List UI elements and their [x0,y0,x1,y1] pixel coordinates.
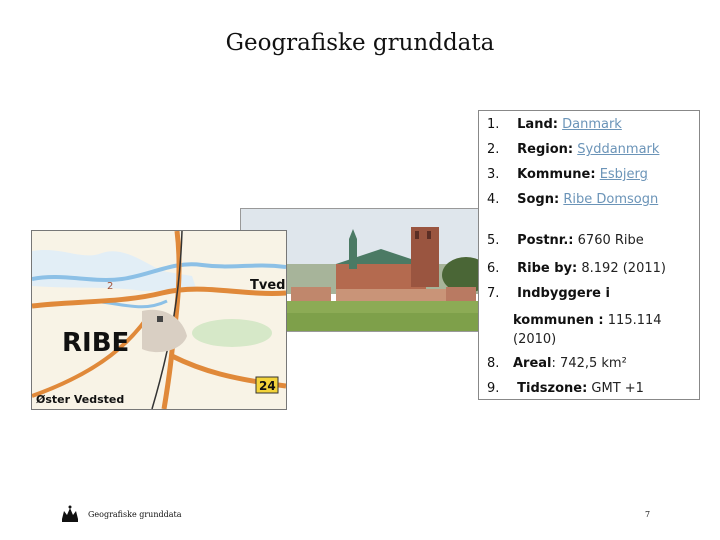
info-item-ribe-by: 6. Ribe by: 8.192 (2011) [487,261,666,276]
map-road-number: 24 [259,379,276,393]
info-item-kommune: 3. Kommune: Esbjerg [487,167,648,182]
kommune-link[interactable]: Esbjerg [599,167,648,182]
sogn-link[interactable]: Ribe Domsogn [563,192,659,207]
region-link[interactable]: Syddanmark [577,142,660,157]
land-link[interactable]: Danmark [562,117,622,132]
info-item-land: 1. Land: Danmark [487,117,622,132]
info-item-tidszone: 9. Tidszone: GMT +1 [487,381,644,396]
crown-icon [60,505,80,523]
info-box [478,110,700,400]
footer-text: Geografiske grunddata [88,510,182,519]
map-tved-label: Tved [250,278,286,293]
map-route-number: 2 [107,281,114,292]
page-number: 7 [645,510,651,519]
slide-title: Geografiske grunddata [225,30,495,56]
info-item-postnr: 5. Postnr.: 6760 Ribe [487,233,644,248]
info-item-region: 2. Region: Syddanmark [487,142,660,157]
map-village-label: Øster Vedsted [36,393,125,406]
info-item-indbyggere: 7. Indbyggere i [487,286,610,301]
map-town-label: RIBE [62,328,130,358]
info-item-indbyggere-cont: kommunen : 115.114 (2010) [513,313,662,347]
info-item-sogn: 4. Sogn: Ribe Domsogn [487,192,659,207]
info-item-areal: 8. Areal: 742,5 km² [487,356,627,371]
ribe-map [31,230,287,410]
